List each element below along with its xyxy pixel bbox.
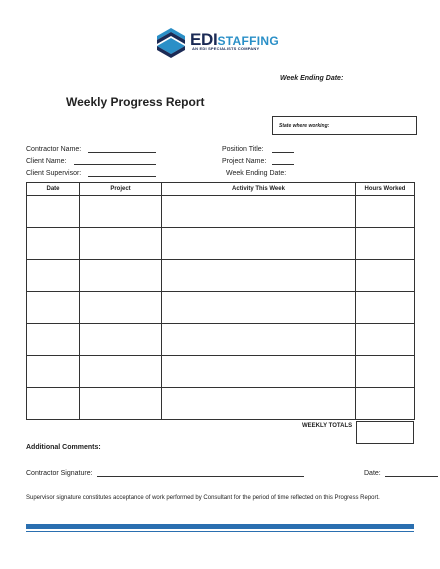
project-cell[interactable] xyxy=(80,356,162,388)
table-row xyxy=(27,388,415,420)
column-header-project: Project xyxy=(80,183,162,196)
date-cell[interactable] xyxy=(27,228,80,260)
date-cell[interactable] xyxy=(27,388,80,420)
date-cell[interactable] xyxy=(27,324,80,356)
client-supervisor-field[interactable] xyxy=(88,176,156,177)
column-header-hours: Hours Worked xyxy=(356,183,415,196)
table-header-row xyxy=(27,183,415,196)
activity-cell[interactable] xyxy=(162,228,356,260)
hours-cell[interactable] xyxy=(356,388,415,420)
project-cell[interactable] xyxy=(80,388,162,420)
additional-comments-label: Additional Comments: xyxy=(26,444,101,451)
date-cell[interactable] xyxy=(27,356,80,388)
date-cell[interactable] xyxy=(27,196,80,228)
activity-cell[interactable] xyxy=(162,356,356,388)
logo-accent-text: STAFFING xyxy=(217,34,279,48)
table-row xyxy=(27,196,415,228)
date-label: Date: xyxy=(364,470,381,477)
week-ending-date-top-label: Week Ending Date: xyxy=(280,75,344,82)
hours-cell[interactable] xyxy=(356,228,415,260)
column-header-date: Date xyxy=(27,183,80,196)
project-cell[interactable] xyxy=(80,196,162,228)
hours-cell[interactable] xyxy=(356,292,415,324)
state-where-working-label: State where working: xyxy=(279,123,330,129)
table-row xyxy=(27,228,415,260)
hours-cell[interactable] xyxy=(356,196,415,228)
project-name-label: Project Name: xyxy=(222,158,267,165)
activity-cell[interactable] xyxy=(162,388,356,420)
project-name-field[interactable] xyxy=(272,164,294,165)
logo-tagline: AN EDI SPECIALISTS COMPANY xyxy=(192,46,260,51)
client-supervisor-label: Client Supervisor: xyxy=(26,170,82,177)
contractor-signature-label: Contractor Signature: xyxy=(26,470,93,477)
column-header-activity: Activity This Week xyxy=(162,183,356,196)
project-cell[interactable] xyxy=(80,228,162,260)
activity-cell[interactable] xyxy=(162,196,356,228)
date-cell[interactable] xyxy=(27,292,80,324)
project-cell[interactable] xyxy=(80,324,162,356)
weekly-totals-label: WEEKLY TOTALS xyxy=(302,423,353,429)
client-name-field[interactable] xyxy=(74,164,156,165)
footer-band-thin xyxy=(26,531,414,532)
project-cell[interactable] xyxy=(80,292,162,324)
contractor-name-field[interactable] xyxy=(88,152,156,153)
activity-cell[interactable] xyxy=(162,292,356,324)
date-cell[interactable] xyxy=(27,260,80,292)
table-row xyxy=(27,260,415,292)
table-row xyxy=(27,324,415,356)
project-cell[interactable] xyxy=(80,260,162,292)
table-row xyxy=(27,292,415,324)
hours-cell[interactable] xyxy=(356,324,415,356)
hours-cell[interactable] xyxy=(356,260,415,292)
weekly-totals-field[interactable] xyxy=(356,421,414,444)
activity-cell[interactable] xyxy=(162,324,356,356)
logo-main-text: EDI xyxy=(190,30,218,49)
signature-date-field[interactable] xyxy=(385,476,438,477)
position-title-field[interactable] xyxy=(272,152,294,153)
disclaimer-text: Supervisor signature constitutes acceptance of work performed by Consultant for the period of time reflected on this Progress Report. xyxy=(26,495,380,501)
timesheet-table xyxy=(26,182,415,420)
contractor-signature-field[interactable] xyxy=(97,476,304,477)
activity-cell[interactable] xyxy=(162,260,356,292)
position-title-label: Position Title: xyxy=(222,146,264,153)
contractor-name-label: Contractor Name: xyxy=(26,146,82,153)
week-ending-date-label: Week Ending Date: xyxy=(226,170,287,177)
page-title: Weekly Progress Report xyxy=(66,95,205,109)
client-name-label: Client Name: xyxy=(26,158,67,165)
table-row xyxy=(27,356,415,388)
hours-cell[interactable] xyxy=(356,356,415,388)
footer-band xyxy=(26,524,414,529)
